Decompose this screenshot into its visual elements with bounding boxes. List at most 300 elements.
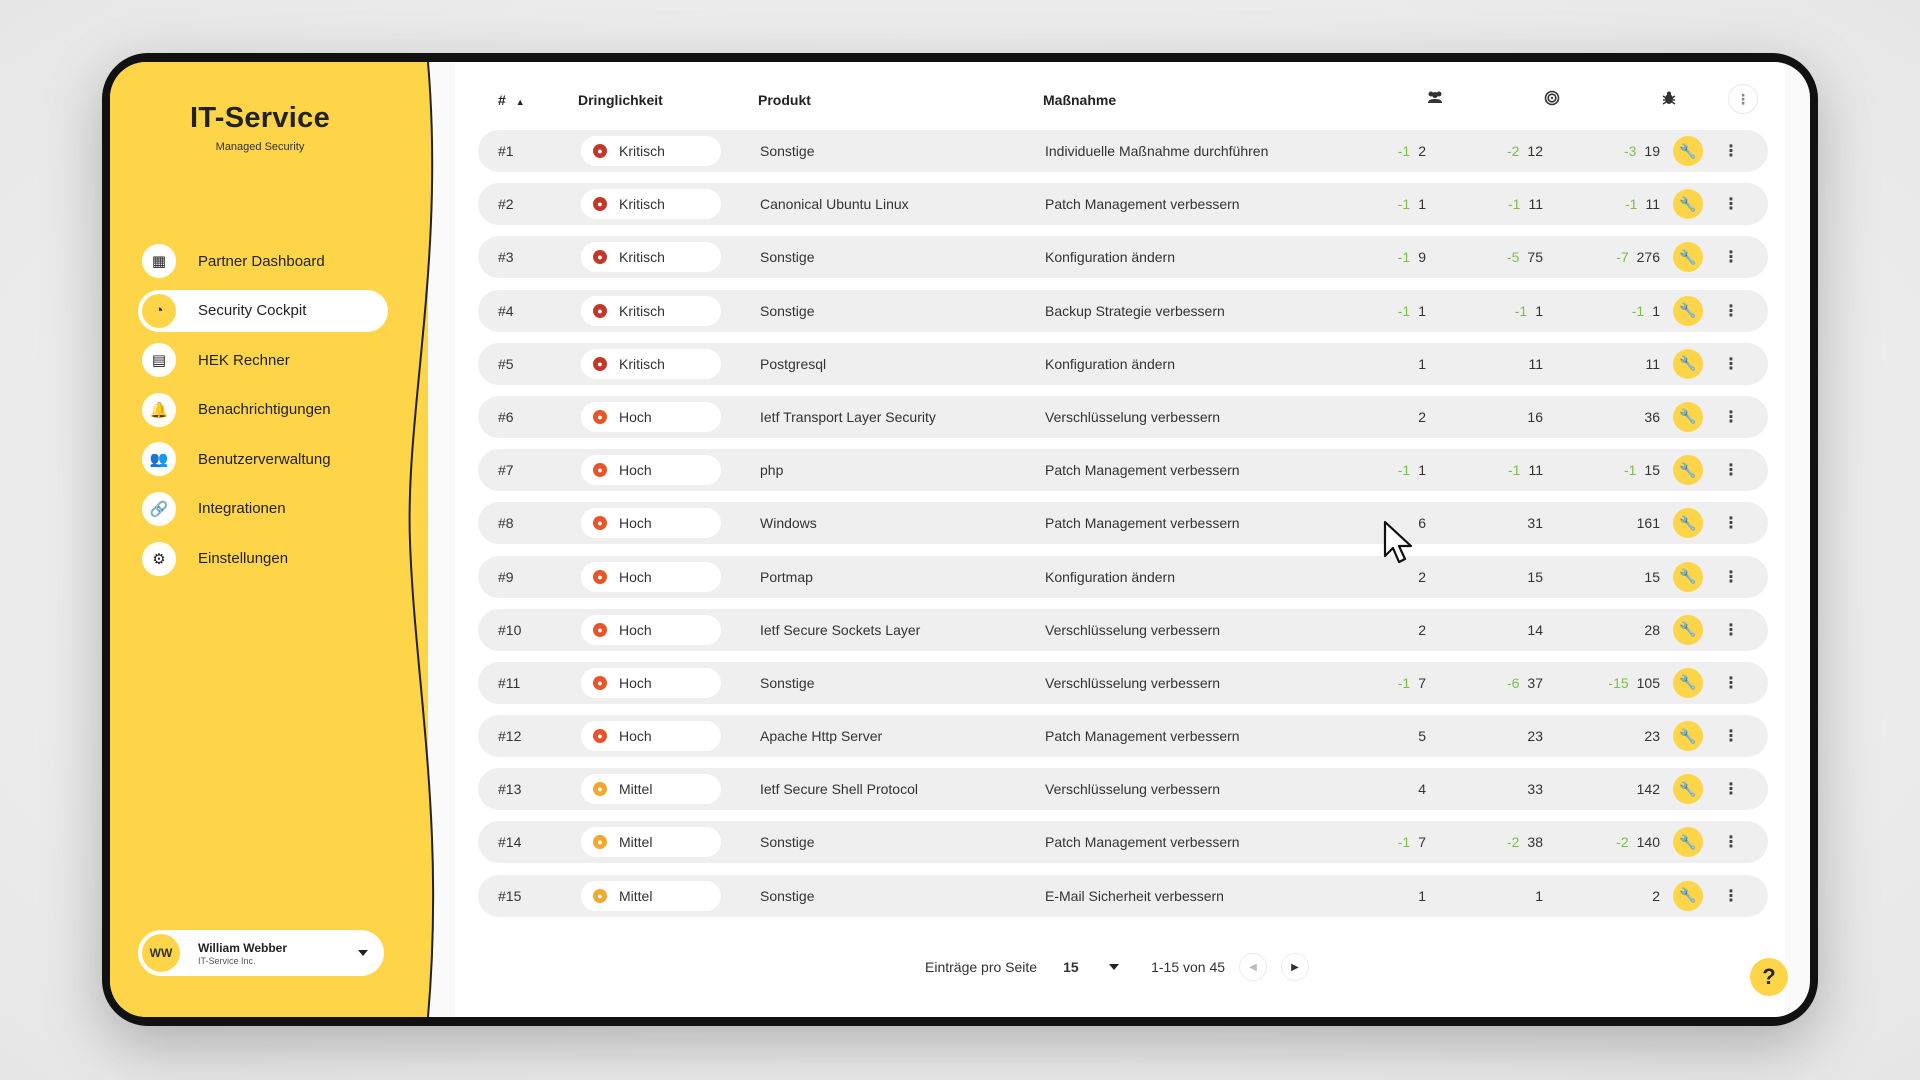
row-menu-button[interactable] xyxy=(1716,242,1746,272)
column-menu-button[interactable] xyxy=(1728,84,1758,114)
wrench-icon: 🔧 xyxy=(1679,142,1697,159)
bug-count xyxy=(1637,515,1660,531)
fingerprint-delta: -2 xyxy=(1506,143,1520,159)
fingerprint-value: 15 xyxy=(1527,568,1543,585)
sidebar-item-label: HEK Rechner xyxy=(198,351,290,369)
flame-icon: ● xyxy=(593,197,607,211)
column-measure[interactable]: Maßnahme xyxy=(1043,92,1117,108)
row-number: #8 xyxy=(498,515,514,532)
fix-button[interactable] xyxy=(1673,189,1703,219)
table-row[interactable] xyxy=(478,236,1768,278)
per-page-select[interactable] xyxy=(1051,952,1131,982)
bug-value: 105 xyxy=(1636,674,1660,691)
bug-delta: -1 xyxy=(1623,462,1637,479)
measure-name: Verschlüsselung verbessern xyxy=(1045,781,1221,798)
urgency-badge[interactable] xyxy=(581,827,721,857)
row-number: #11 xyxy=(498,674,521,691)
users-delta: -1 xyxy=(1397,462,1411,479)
bug-value: 15 xyxy=(1644,568,1660,585)
table-row[interactable] xyxy=(478,290,1768,332)
users-value: 4 xyxy=(1418,781,1426,798)
measure-name: Konfiguration ändern xyxy=(1045,568,1175,585)
bug-count xyxy=(1616,249,1660,265)
bug-count xyxy=(1645,356,1660,372)
bug-count xyxy=(1637,781,1660,797)
urgency-label: Kritisch xyxy=(619,302,665,319)
row-menu-button[interactable] xyxy=(1716,508,1746,538)
fingerprint-value: 14 xyxy=(1527,621,1543,638)
users-value: 7 xyxy=(1418,674,1426,691)
row-number: #9 xyxy=(498,568,514,585)
urgency-badge[interactable] xyxy=(581,242,721,272)
urgency-label: Hoch xyxy=(619,568,652,585)
wrench-icon: 🔧 xyxy=(1679,355,1697,372)
sidebar-item-einstellungen[interactable] xyxy=(138,538,388,580)
users-delta: -1 xyxy=(1397,196,1411,213)
users-count xyxy=(1398,303,1426,319)
gears-icon: ⚙ xyxy=(142,542,176,576)
per-page-value: 15 xyxy=(1063,959,1079,975)
fingerprint-count xyxy=(1507,249,1543,265)
sidebar-item-benutzerverwaltung[interactable] xyxy=(138,438,388,480)
urgency-badge[interactable] xyxy=(581,455,721,485)
table-row[interactable] xyxy=(478,343,1768,385)
fix-button[interactable] xyxy=(1673,881,1703,911)
fingerprint-count xyxy=(1527,569,1543,585)
row-menu-button[interactable] xyxy=(1716,402,1746,432)
more-vertical-icon: ⋮ xyxy=(1723,462,1739,480)
users-delta: -1 xyxy=(1397,143,1411,159)
row-menu-button[interactable] xyxy=(1716,455,1746,485)
measure-name: E-Mail Sicherheit verbessern xyxy=(1045,887,1224,904)
urgency-label: Hoch xyxy=(619,515,652,532)
more-vertical-icon: ⋮ xyxy=(1723,249,1739,267)
urgency-label: Hoch xyxy=(619,674,652,691)
product-name: Sonstige xyxy=(760,674,815,691)
table-row[interactable] xyxy=(478,396,1768,438)
flame-icon: ● xyxy=(593,144,607,158)
fingerprint-count xyxy=(1515,303,1543,319)
next-page-button[interactable] xyxy=(1281,953,1309,981)
table-row[interactable] xyxy=(478,183,1768,225)
urgency-badge[interactable] xyxy=(581,349,721,379)
users-count xyxy=(1398,196,1426,212)
fingerprint-delta: -6 xyxy=(1506,674,1520,691)
urgency-label: Kritisch xyxy=(619,355,665,372)
wrench-icon: 🔧 xyxy=(1679,248,1697,265)
bug-delta: -15 xyxy=(1608,674,1629,691)
row-menu-button[interactable] xyxy=(1716,189,1746,219)
urgency-badge[interactable] xyxy=(581,296,721,326)
urgency-badge[interactable] xyxy=(581,562,721,592)
flame-icon: ● xyxy=(593,304,607,318)
fingerprint-count xyxy=(1508,462,1543,478)
product-name: Ietf Secure Shell Protocol xyxy=(760,781,918,798)
product-name: Sonstige xyxy=(760,302,815,319)
pagination xyxy=(925,952,1309,982)
bug-value: 140 xyxy=(1636,834,1660,851)
users-count xyxy=(1398,675,1426,691)
more-vertical-icon: ⋮ xyxy=(1723,674,1739,692)
users-count xyxy=(1418,409,1426,425)
product-name: Windows xyxy=(760,515,817,532)
row-number: #2 xyxy=(498,196,514,213)
flame-icon: ● xyxy=(593,463,607,477)
bug-delta: -2 xyxy=(1616,834,1629,851)
fingerprint-value: 11 xyxy=(1528,462,1543,479)
measure-name: Patch Management verbessern xyxy=(1045,196,1240,213)
table-row[interactable] xyxy=(478,609,1768,651)
urgency-badge[interactable] xyxy=(581,508,721,538)
sidebar-item-label: Integrationen xyxy=(198,500,286,518)
wrench-icon: 🔧 xyxy=(1679,408,1697,425)
fingerprint-value: 23 xyxy=(1527,728,1543,745)
sidebar xyxy=(110,62,428,1017)
bug-count xyxy=(1625,196,1660,212)
users-icon[interactable] xyxy=(1426,90,1444,108)
urgency-label: Hoch xyxy=(619,462,652,479)
bug-count xyxy=(1632,303,1660,319)
bug-value: 11 xyxy=(1645,196,1660,213)
row-menu-button[interactable] xyxy=(1716,562,1746,592)
users-count xyxy=(1398,462,1426,478)
sidebar-item-label: Security Cockpit xyxy=(198,302,307,320)
table-row[interactable] xyxy=(478,715,1768,757)
flame-icon: ● xyxy=(593,250,607,264)
row-menu-button[interactable] xyxy=(1716,721,1746,751)
users-count xyxy=(1418,515,1426,531)
fix-button[interactable] xyxy=(1673,508,1703,538)
users-delta: -1 xyxy=(1397,834,1411,851)
flame-icon: ● xyxy=(593,676,607,690)
bug-value: 1 xyxy=(1652,302,1660,319)
more-vertical-icon: ⋮ xyxy=(1736,90,1750,107)
urgency-badge[interactable] xyxy=(581,774,721,804)
row-menu-button[interactable] xyxy=(1716,774,1746,804)
row-number: #7 xyxy=(498,462,514,479)
fix-button[interactable] xyxy=(1673,296,1703,326)
bug-count xyxy=(1652,888,1660,904)
fix-button[interactable] xyxy=(1673,562,1703,592)
user-info xyxy=(198,941,358,966)
fingerprint-value: 38 xyxy=(1527,834,1543,851)
measure-name: Konfiguration ändern xyxy=(1045,355,1175,372)
product-name: Sonstige xyxy=(760,249,815,266)
bug-value: 23 xyxy=(1644,728,1660,745)
urgency-badge[interactable] xyxy=(581,668,721,698)
users-value: 1 xyxy=(1418,887,1426,904)
fingerprint-value: 11 xyxy=(1528,355,1543,372)
users-delta: -1 xyxy=(1397,674,1411,691)
fingerprint-value: 12 xyxy=(1527,143,1543,159)
users-count xyxy=(1398,143,1426,159)
row-menu-button[interactable] xyxy=(1716,615,1746,645)
bug-value: 11 xyxy=(1645,355,1660,372)
fingerprint-count xyxy=(1527,622,1543,638)
measure-name: Konfiguration ändern xyxy=(1045,249,1175,266)
row-number: #4 xyxy=(498,302,514,319)
chevron-right-icon: ▶ xyxy=(1291,961,1299,973)
fingerprint-count xyxy=(1528,356,1543,372)
fingerprint-count xyxy=(1507,834,1543,850)
users-value: 2 xyxy=(1418,143,1426,159)
row-menu-button[interactable] xyxy=(1716,296,1746,326)
link-icon: 🔗 xyxy=(142,492,176,526)
fingerprint-count xyxy=(1508,196,1543,212)
urgency-badge[interactable] xyxy=(581,189,721,219)
measure-name: Individuelle Maßnahme durchführen xyxy=(1045,143,1269,159)
wrench-icon: 🔧 xyxy=(1679,887,1697,904)
fingerprint-delta: -1 xyxy=(1508,196,1521,213)
fingerprint-count xyxy=(1507,675,1543,691)
urgency-label: Mittel xyxy=(619,781,653,798)
row-menu-button[interactable] xyxy=(1716,349,1746,379)
flame-icon: ● xyxy=(593,889,607,903)
table-row[interactable] xyxy=(478,502,1768,544)
bug-value: 161 xyxy=(1636,515,1660,532)
more-vertical-icon: ⋮ xyxy=(1723,781,1739,799)
users-delta: -1 xyxy=(1397,249,1411,266)
fix-button[interactable] xyxy=(1673,668,1703,698)
more-vertical-icon: ⋮ xyxy=(1723,408,1739,426)
users-value: 2 xyxy=(1418,408,1426,425)
user-menu[interactable] xyxy=(138,930,384,976)
sidebar-item-label: Benachrichtigungen xyxy=(198,401,331,419)
more-vertical-icon: ⋮ xyxy=(1723,355,1739,373)
more-vertical-icon: ⋮ xyxy=(1723,515,1739,533)
more-vertical-icon: ⋮ xyxy=(1723,143,1739,160)
column-number[interactable] xyxy=(498,92,525,108)
product-name: Portmap xyxy=(760,568,813,585)
row-number: #15 xyxy=(498,887,522,904)
wrench-icon: 🔧 xyxy=(1679,514,1697,531)
more-vertical-icon: ⋮ xyxy=(1723,568,1739,586)
fingerprint-count xyxy=(1535,888,1543,904)
bug-delta: -1 xyxy=(1625,196,1638,213)
product-name: Canonical Ubuntu Linux xyxy=(760,196,909,213)
urgency-badge[interactable] xyxy=(581,136,721,166)
row-menu-button[interactable] xyxy=(1716,668,1746,698)
sidebar-item-integrationen[interactable] xyxy=(138,488,388,530)
fix-button[interactable] xyxy=(1673,721,1703,751)
chevron-down-icon xyxy=(1109,964,1119,970)
user-company: IT-Service Inc. xyxy=(198,955,256,966)
flame-icon: ● xyxy=(593,835,607,849)
fix-button[interactable] xyxy=(1673,349,1703,379)
per-page-label: Einträge pro Seite xyxy=(925,959,1038,975)
measure-name: Patch Management verbessern xyxy=(1045,462,1240,479)
measure-name: Patch Management verbessern xyxy=(1045,834,1240,851)
measure-name: Patch Management verbessern xyxy=(1045,728,1240,745)
row-number: #1 xyxy=(498,143,514,159)
sidebar-item-label: Partner Dashboard xyxy=(198,252,325,270)
fingerprint-count xyxy=(1527,515,1543,531)
users-value: 1 xyxy=(1418,462,1426,479)
row-number: #12 xyxy=(498,728,522,745)
fix-button[interactable] xyxy=(1673,827,1703,857)
table-header xyxy=(478,80,1768,120)
flame-icon: ● xyxy=(593,623,607,637)
users-value: 2 xyxy=(1418,568,1426,585)
more-vertical-icon: ⋮ xyxy=(1723,302,1739,320)
users-value: 1 xyxy=(1418,302,1426,319)
flame-icon: ● xyxy=(593,782,607,796)
wrench-icon: 🔧 xyxy=(1679,727,1697,744)
table-row[interactable] xyxy=(478,875,1768,917)
bug-count xyxy=(1616,834,1660,850)
sidebar-item-benachrichtigungen[interactable] xyxy=(138,389,388,431)
previous-page-button[interactable] xyxy=(1239,953,1267,981)
fingerprint-icon[interactable] xyxy=(1544,90,1560,110)
table-row[interactable] xyxy=(478,768,1768,810)
table-row[interactable] xyxy=(478,662,1768,704)
users-count xyxy=(1418,356,1426,372)
chevron-left-icon: ◀ xyxy=(1249,961,1257,973)
row-number: #5 xyxy=(498,355,514,372)
users-value: 9 xyxy=(1418,249,1426,266)
product-name: Sonstige xyxy=(760,834,815,851)
urgency-badge[interactable] xyxy=(581,881,721,911)
users-count xyxy=(1418,622,1426,638)
product-name: Ietf Secure Sockets Layer xyxy=(760,621,921,638)
row-number: #10 xyxy=(498,621,522,638)
fingerprint-value: 33 xyxy=(1527,781,1543,798)
fix-button[interactable] xyxy=(1673,774,1703,804)
bug-count xyxy=(1644,409,1660,425)
bug-count xyxy=(1644,728,1660,744)
users-count xyxy=(1418,781,1426,797)
brand-subtitle: Managed Security xyxy=(215,141,305,153)
wrench-icon: 🔧 xyxy=(1679,568,1697,584)
flame-icon: ● xyxy=(593,570,607,584)
table-body xyxy=(478,130,1768,928)
row-number: #3 xyxy=(498,249,514,266)
row-menu-button[interactable] xyxy=(1716,827,1746,857)
table-row[interactable] xyxy=(478,556,1768,598)
more-vertical-icon: ⋮ xyxy=(1723,196,1739,214)
urgency-badge[interactable] xyxy=(581,402,721,432)
urgency-label: Kritisch xyxy=(619,143,665,159)
column-urgency[interactable]: Dringlichkeit xyxy=(578,92,663,108)
row-number: #14 xyxy=(498,834,522,851)
row-menu-button[interactable] xyxy=(1716,136,1746,166)
table-row[interactable] xyxy=(478,130,1768,172)
urgency-badge[interactable] xyxy=(581,721,721,751)
wrench-icon: 🔧 xyxy=(1679,833,1697,850)
users-count xyxy=(1398,834,1426,850)
fingerprint-count xyxy=(1527,409,1543,425)
fix-button[interactable] xyxy=(1673,455,1703,485)
page-range: 1-15 von 45 xyxy=(1151,959,1226,975)
bug-count xyxy=(1644,569,1660,585)
table-row[interactable] xyxy=(478,449,1768,491)
urgency-label: Mittel xyxy=(619,887,653,904)
sidebar-nav xyxy=(138,240,388,587)
sidebar-item-label: Einstellungen xyxy=(198,550,289,568)
bug-value: 36 xyxy=(1644,408,1660,425)
pie-chart-icon: ◔ xyxy=(142,294,176,328)
chevron-down-icon[interactable] xyxy=(358,950,368,956)
flame-icon: ● xyxy=(593,410,607,424)
bug-count xyxy=(1644,622,1660,638)
product-name: Sonstige xyxy=(760,143,815,159)
product-name: Ietf Transport Layer Security xyxy=(760,408,936,425)
sidebar-item-hek-rechner[interactable] xyxy=(138,339,388,381)
product-name: php xyxy=(760,462,784,479)
users-delta: -1 xyxy=(1397,302,1411,319)
urgency-label: Mittel xyxy=(619,834,653,851)
fingerprint-delta: -1 xyxy=(1508,462,1521,479)
row-number: #13 xyxy=(498,781,522,798)
users-icon: 👥 xyxy=(142,442,176,476)
urgency-label: Kritisch xyxy=(619,196,665,213)
users-count xyxy=(1418,569,1426,585)
users-value: 6 xyxy=(1418,515,1426,532)
bug-value: 276 xyxy=(1636,249,1660,266)
measure-name: Backup Strategie verbessern xyxy=(1045,302,1225,319)
users-count xyxy=(1418,888,1426,904)
fix-button[interactable] xyxy=(1673,402,1703,432)
fingerprint-value: 11 xyxy=(1528,196,1543,213)
fingerprint-count xyxy=(1527,781,1543,797)
sidebar-item-partner-dashboard[interactable] xyxy=(138,240,388,282)
bug-icon[interactable] xyxy=(1661,90,1677,110)
flame-icon: ● xyxy=(593,516,607,530)
fix-button[interactable] xyxy=(1673,136,1703,166)
bell-icon: 🔔 xyxy=(142,393,176,427)
avatar: WW xyxy=(142,934,180,972)
users-value: 7 xyxy=(1418,834,1426,851)
wrench-icon: 🔧 xyxy=(1679,621,1697,638)
bug-value: 2 xyxy=(1652,887,1660,904)
fingerprint-value: 75 xyxy=(1527,249,1543,266)
user-name: William Webber xyxy=(198,940,288,955)
users-value: 1 xyxy=(1418,355,1426,372)
row-menu-button[interactable] xyxy=(1716,881,1746,911)
app-screen xyxy=(110,62,1810,1017)
bug-delta: -3 xyxy=(1623,143,1637,159)
bug-value: 19 xyxy=(1644,143,1660,159)
fingerprint-value: 1 xyxy=(1535,887,1543,904)
fingerprint-delta: -5 xyxy=(1506,249,1520,266)
fingerprint-value: 31 xyxy=(1527,515,1543,532)
bug-delta: -7 xyxy=(1616,249,1629,266)
table-row[interactable] xyxy=(478,821,1768,863)
fingerprint-value: 1 xyxy=(1535,302,1543,319)
fix-button[interactable] xyxy=(1673,615,1703,645)
product-name: Apache Http Server xyxy=(760,728,883,745)
help-button[interactable]: ? xyxy=(1750,958,1788,996)
users-value: 2 xyxy=(1418,621,1426,638)
wrench-icon: 🔧 xyxy=(1679,461,1697,478)
column-number-label: # xyxy=(498,92,506,108)
sidebar-item-security-cockpit[interactable] xyxy=(138,290,388,332)
urgency-label: Hoch xyxy=(619,408,652,425)
calculator-icon: ▤ xyxy=(142,343,176,377)
product-name: Postgresql xyxy=(760,355,827,372)
urgency-badge[interactable] xyxy=(581,615,721,645)
column-product[interactable]: Produkt xyxy=(758,92,811,108)
bug-delta: -1 xyxy=(1631,302,1645,319)
main-content xyxy=(455,62,1785,1017)
sidebar-item-label: Benutzerverwaltung xyxy=(198,450,331,468)
fix-button[interactable] xyxy=(1673,242,1703,272)
measure-name: Verschlüsselung verbessern xyxy=(1045,408,1221,425)
fingerprint-value: 16 xyxy=(1527,408,1543,425)
dashboard-icon: ▦ xyxy=(142,244,176,278)
row-number: #6 xyxy=(498,408,514,425)
sort-asc-icon: ▲ xyxy=(515,97,525,107)
